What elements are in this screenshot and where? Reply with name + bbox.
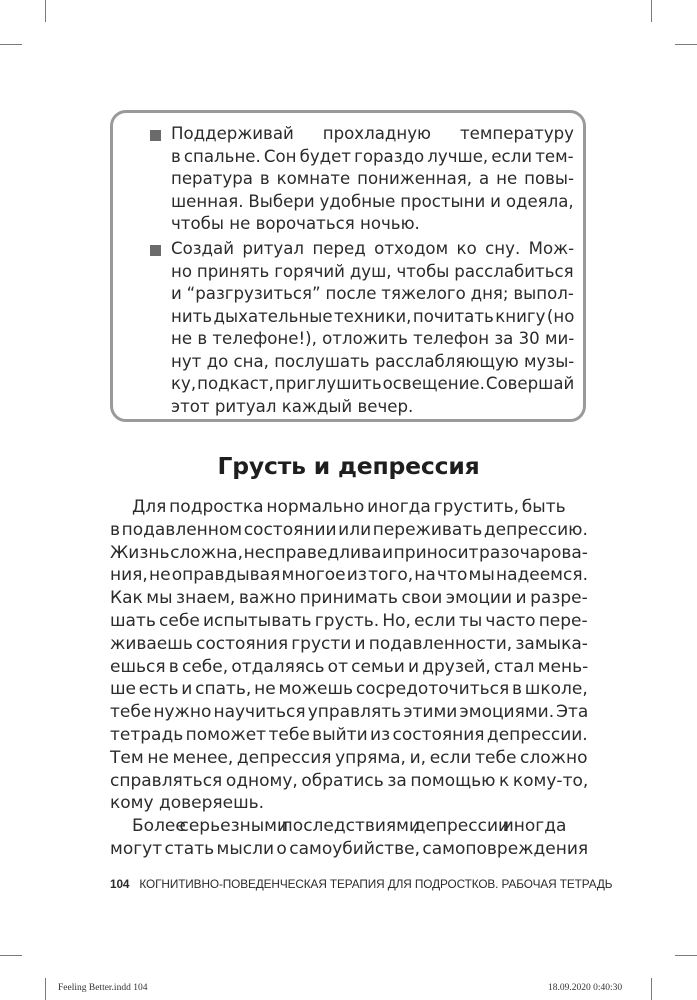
text-line: ешься в себе, отдаляясь от семьи и друзей, стал мень- xyxy=(110,656,589,677)
text-line: шать себе испытывать грусть. Но, если ты часто пере- xyxy=(110,610,588,631)
text-line: Жизнь сложна, несправедлива и приносит разочарова- xyxy=(110,542,588,563)
crop-mark-bottom-right xyxy=(651,978,652,1000)
text-line: и “разгрузиться” после тяжелого дня; выпол- xyxy=(171,284,574,303)
paragraph xyxy=(110,496,590,815)
text-line: Как мы знаем, важно принимать свои эмоции и разре- xyxy=(110,588,588,609)
page-footer xyxy=(110,877,612,891)
paragraph xyxy=(110,815,590,861)
square-bullet-icon xyxy=(150,245,161,256)
text-line: Для подростка нормально иногда грустить, быть xyxy=(132,497,566,517)
text-line: ния, не оправдывая многое из того, на что мы надеемся. xyxy=(110,565,588,586)
text-line: шенная. Выбери удобные простыни и одеяла, xyxy=(171,191,574,211)
text-line: справляться одному, обратись за помощью к кому-то, xyxy=(110,770,589,791)
text-line: тетрадь поможет тебе выйти из состояния депрессии. xyxy=(110,724,588,745)
text-line: в подавленном состоянии или переживать депрессию. xyxy=(110,519,588,540)
section-title: Грусть и депрессия xyxy=(217,452,480,480)
square-bullet-icon xyxy=(150,130,161,141)
text-line: нить дыхательные техники, почитать книгу (но xyxy=(171,306,575,326)
tip-text xyxy=(171,238,574,418)
text-line: нут до сна, послушать расслабляющую музы- xyxy=(171,351,575,371)
running-title: КОГНИТИВНО-ПОВЕДЕНЧЕСКАЯ ТЕРАПИЯ ДЛЯ ПОДРОСТКОВ. РАБОЧАЯ ТЕТРАДЬ xyxy=(139,877,613,891)
text-line: этот ритуал каждый вечер. xyxy=(171,396,414,416)
slug-timestamp: 18.09.2020 0:40:30 xyxy=(548,983,623,993)
text-line: могут стать мысли о самоубийстве, самоповреждения xyxy=(110,838,589,859)
text-line: живаешь состояния грусти и подавленности, замыка- xyxy=(110,633,588,654)
tip-text xyxy=(171,123,574,236)
crop-mark-bottom-left-h xyxy=(0,955,22,956)
crop-mark-bottom-left xyxy=(45,978,46,1000)
text-line: в спальне. Сон будет гораздо лучше, если тем- xyxy=(171,146,574,166)
text-line: ше есть и спать, не можешь сосредоточиться в школе, xyxy=(110,679,588,700)
text-line: чтобы не ворочаться ночью. xyxy=(171,214,420,233)
text-line: Создай ритуал перед отходом ко сну. Мож- xyxy=(171,239,575,258)
text-line: Поддерживай прохладную температуру xyxy=(171,124,574,143)
text-line: Тем не менее, депрессия упряма, и, если тебе сложно xyxy=(110,747,588,768)
text-line: но принять горячий душ, чтобы расслабиться xyxy=(171,261,574,281)
text-line: кому доверяешь. xyxy=(110,793,265,814)
page-number: 104 xyxy=(110,877,130,891)
text-line: пература в комнате пониженная, а не повы- xyxy=(171,169,574,188)
crop-mark-top-right-h xyxy=(675,44,697,45)
crop-mark-top-left-h xyxy=(0,44,22,45)
crop-mark-bottom-right-h xyxy=(675,955,697,956)
text-line: ку, подкаст, приглушить освещение. Совершай xyxy=(171,374,575,393)
text-line: не в телефоне!), отложить телефон за 30 ми- xyxy=(171,329,575,348)
crop-mark-top-right xyxy=(651,0,652,22)
slug-file: Feeling Better.indd 104 xyxy=(58,983,148,993)
crop-mark-top-left xyxy=(45,0,46,22)
text-line: Более серьезными последствиями депрессии иногда xyxy=(132,816,567,836)
text-line: тебе нужно научиться управлять этими эмоциями. Эта xyxy=(110,702,589,723)
